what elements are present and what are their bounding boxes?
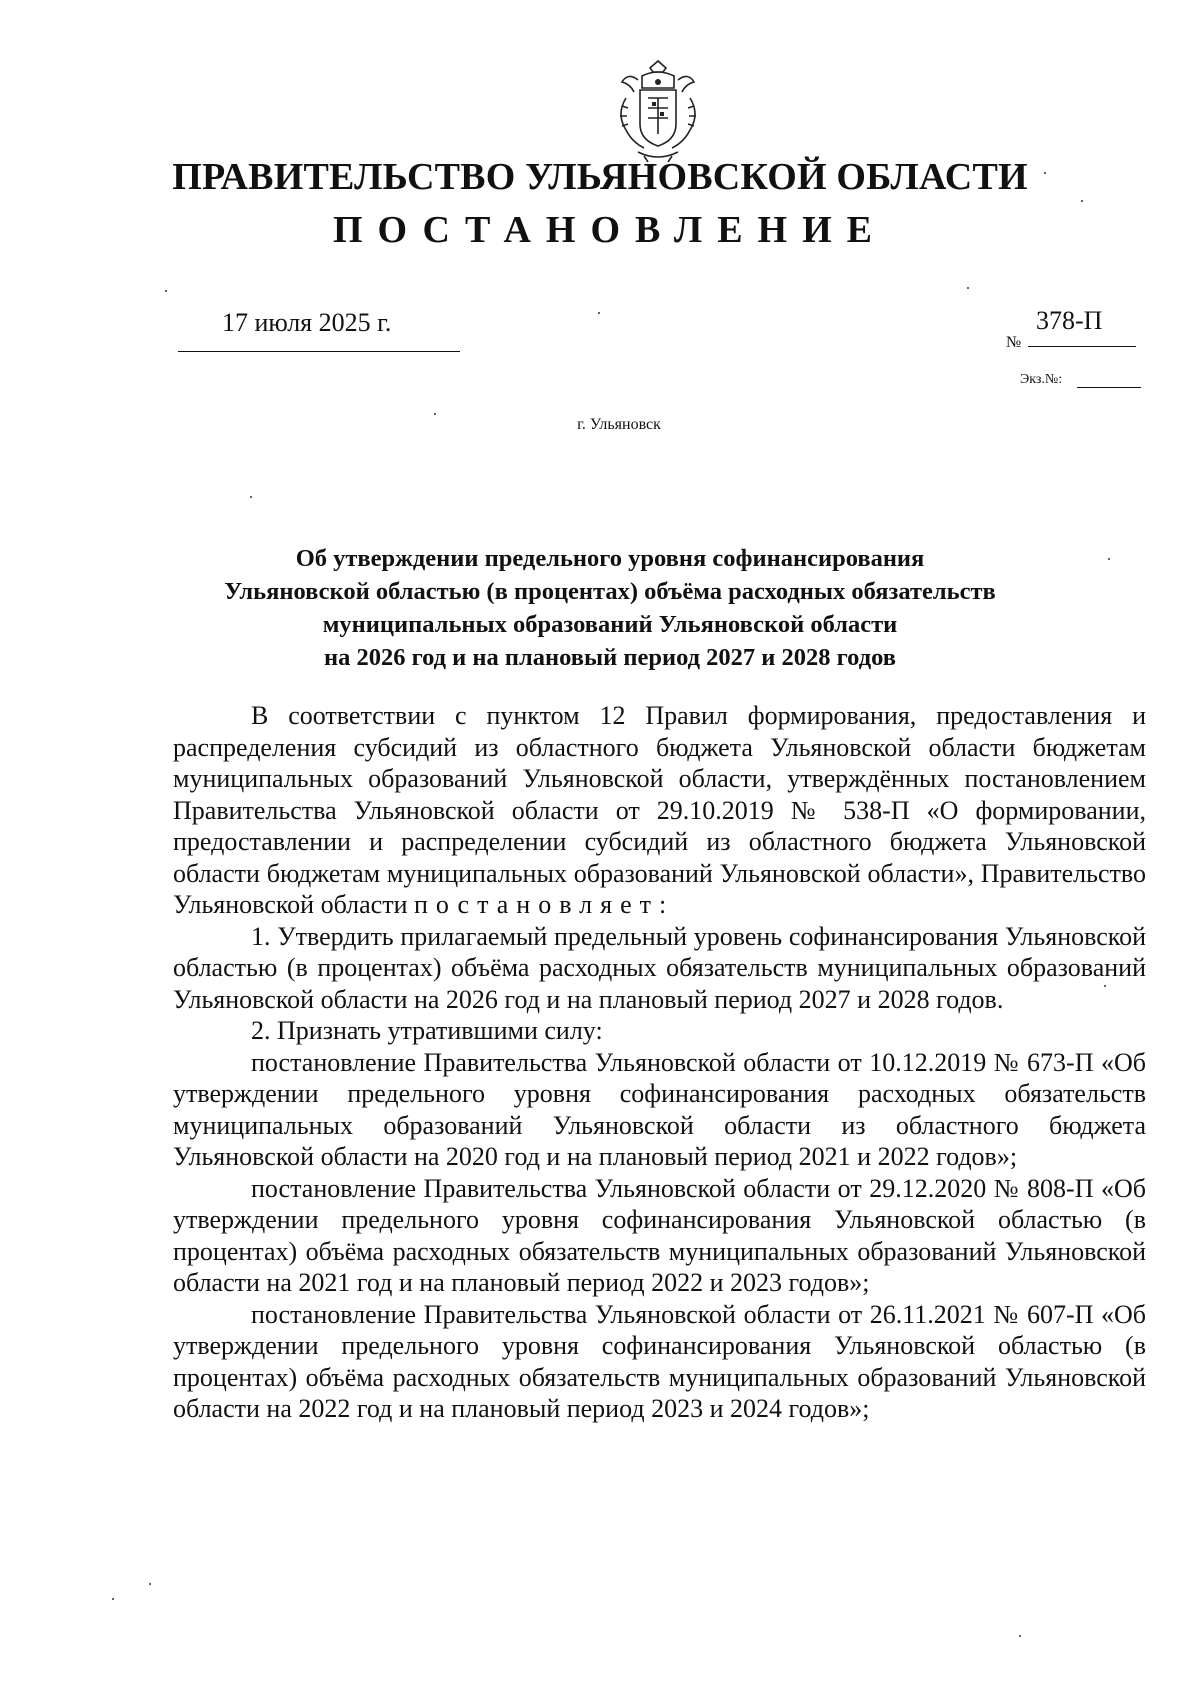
scan-speck bbox=[598, 312, 600, 314]
repealed-act-3: постановление Правительства Ульяновской области от 26.11.2021 № 607-П «Об утверждении предельного уровня софинансирования Ульяновской областью (в процентах) объёма расходных обязательств муниципальных образований Ульяновской области на 2022 год и на плановый период 2023 и 2024 годов»; bbox=[173, 1299, 1146, 1423]
scan-speck bbox=[149, 1583, 151, 1585]
scan-speck bbox=[1081, 200, 1083, 202]
scan-speck bbox=[967, 287, 969, 289]
item-2-paragraph: 2. Признать утратившими силу: bbox=[251, 1016, 603, 1045]
coat-of-arms-icon bbox=[608, 58, 708, 166]
scan-speck bbox=[1044, 172, 1046, 174]
scan-speck bbox=[1108, 558, 1110, 560]
scan-speck bbox=[165, 290, 167, 292]
document-date: 17 июля 2025 г. bbox=[222, 308, 392, 337]
city: г. Ульяновск bbox=[577, 416, 661, 433]
date-underline bbox=[178, 351, 460, 352]
scan-speck bbox=[250, 496, 252, 498]
title-line: Ульяновской областью (в процентах) объёма расходных обязательств bbox=[224, 578, 996, 605]
scan-speck bbox=[434, 413, 436, 415]
repealed-act-1: постановление Правительства Ульяновской области от 10.12.2019 № 673-П «Об утверждении предельного уровня софинансирования расходных обязательств муниципальных образований Ульяновской области из областного бюджета Ульяновской области на 2020 год и на плановый период 2021 и 2022 годов»; bbox=[173, 1047, 1146, 1171]
document-number: 378-П bbox=[1036, 306, 1103, 335]
scan-speck bbox=[112, 1598, 114, 1600]
document-type: ПОСТАНОВЛЕНИЕ bbox=[332, 209, 888, 251]
preamble-text: В соответствии с пунктом 12 Правил формирования, предоставления и распределения субсидий из областного бюджета Ульяновской области бюджетам муниципальных образований Ульяновской области, утверждённых постановлением Правительства Ульяновской области от 29.10.2019 № 538-П «О формировании, предоставлении и распределении субсидий из областного бюджета Ульяновской области бюджетам муниципальных образований Ульяновской области», Правительство Ульяновской области bbox=[173, 701, 1146, 919]
title-line: муниципальных образований Ульяновской области bbox=[322, 611, 898, 638]
preamble-paragraph bbox=[173, 700, 1146, 921]
scan-speck bbox=[1019, 1635, 1021, 1637]
item-1-paragraph: 1. Утвердить прилагаемый предельный уровень софинансирования Ульяновской областью (в процентах) объёма расходных обязательств муниципальных образований Ульяновской области на 2026 год и на плановый период 2027 и 2028 годов. bbox=[173, 921, 1146, 1014]
organization-name: ПРАВИТЕЛЬСТВО УЛЬЯНОВСКОЙ ОБЛАСТИ bbox=[172, 156, 1028, 198]
repealed-act-2: постановление Правительства Ульяновской области от 29.12.2020 № 808-П «Об утверждении предельного уровня софинансирования Ульяновской областью (в процентах) объёма расходных обязательств муниципальных образований Ульяновской области на 2021 год и на плановый период 2022 и 2023 годов»; bbox=[173, 1173, 1146, 1297]
title-line: на 2026 год и на плановый период 2027 и 2028 годов bbox=[323, 644, 896, 671]
document-body bbox=[173, 700, 1146, 1425]
title-line: Об утверждении предельного уровня софинансирования bbox=[295, 545, 925, 572]
copy-number-label: Экз.№: bbox=[1020, 372, 1063, 387]
number-underline bbox=[1028, 346, 1136, 347]
resolving-verb: постановляет: bbox=[413, 890, 675, 919]
document-title bbox=[150, 542, 1070, 674]
number-label: № bbox=[1006, 334, 1022, 351]
scan-speck bbox=[1104, 985, 1106, 987]
copy-number-underline bbox=[1077, 387, 1141, 388]
